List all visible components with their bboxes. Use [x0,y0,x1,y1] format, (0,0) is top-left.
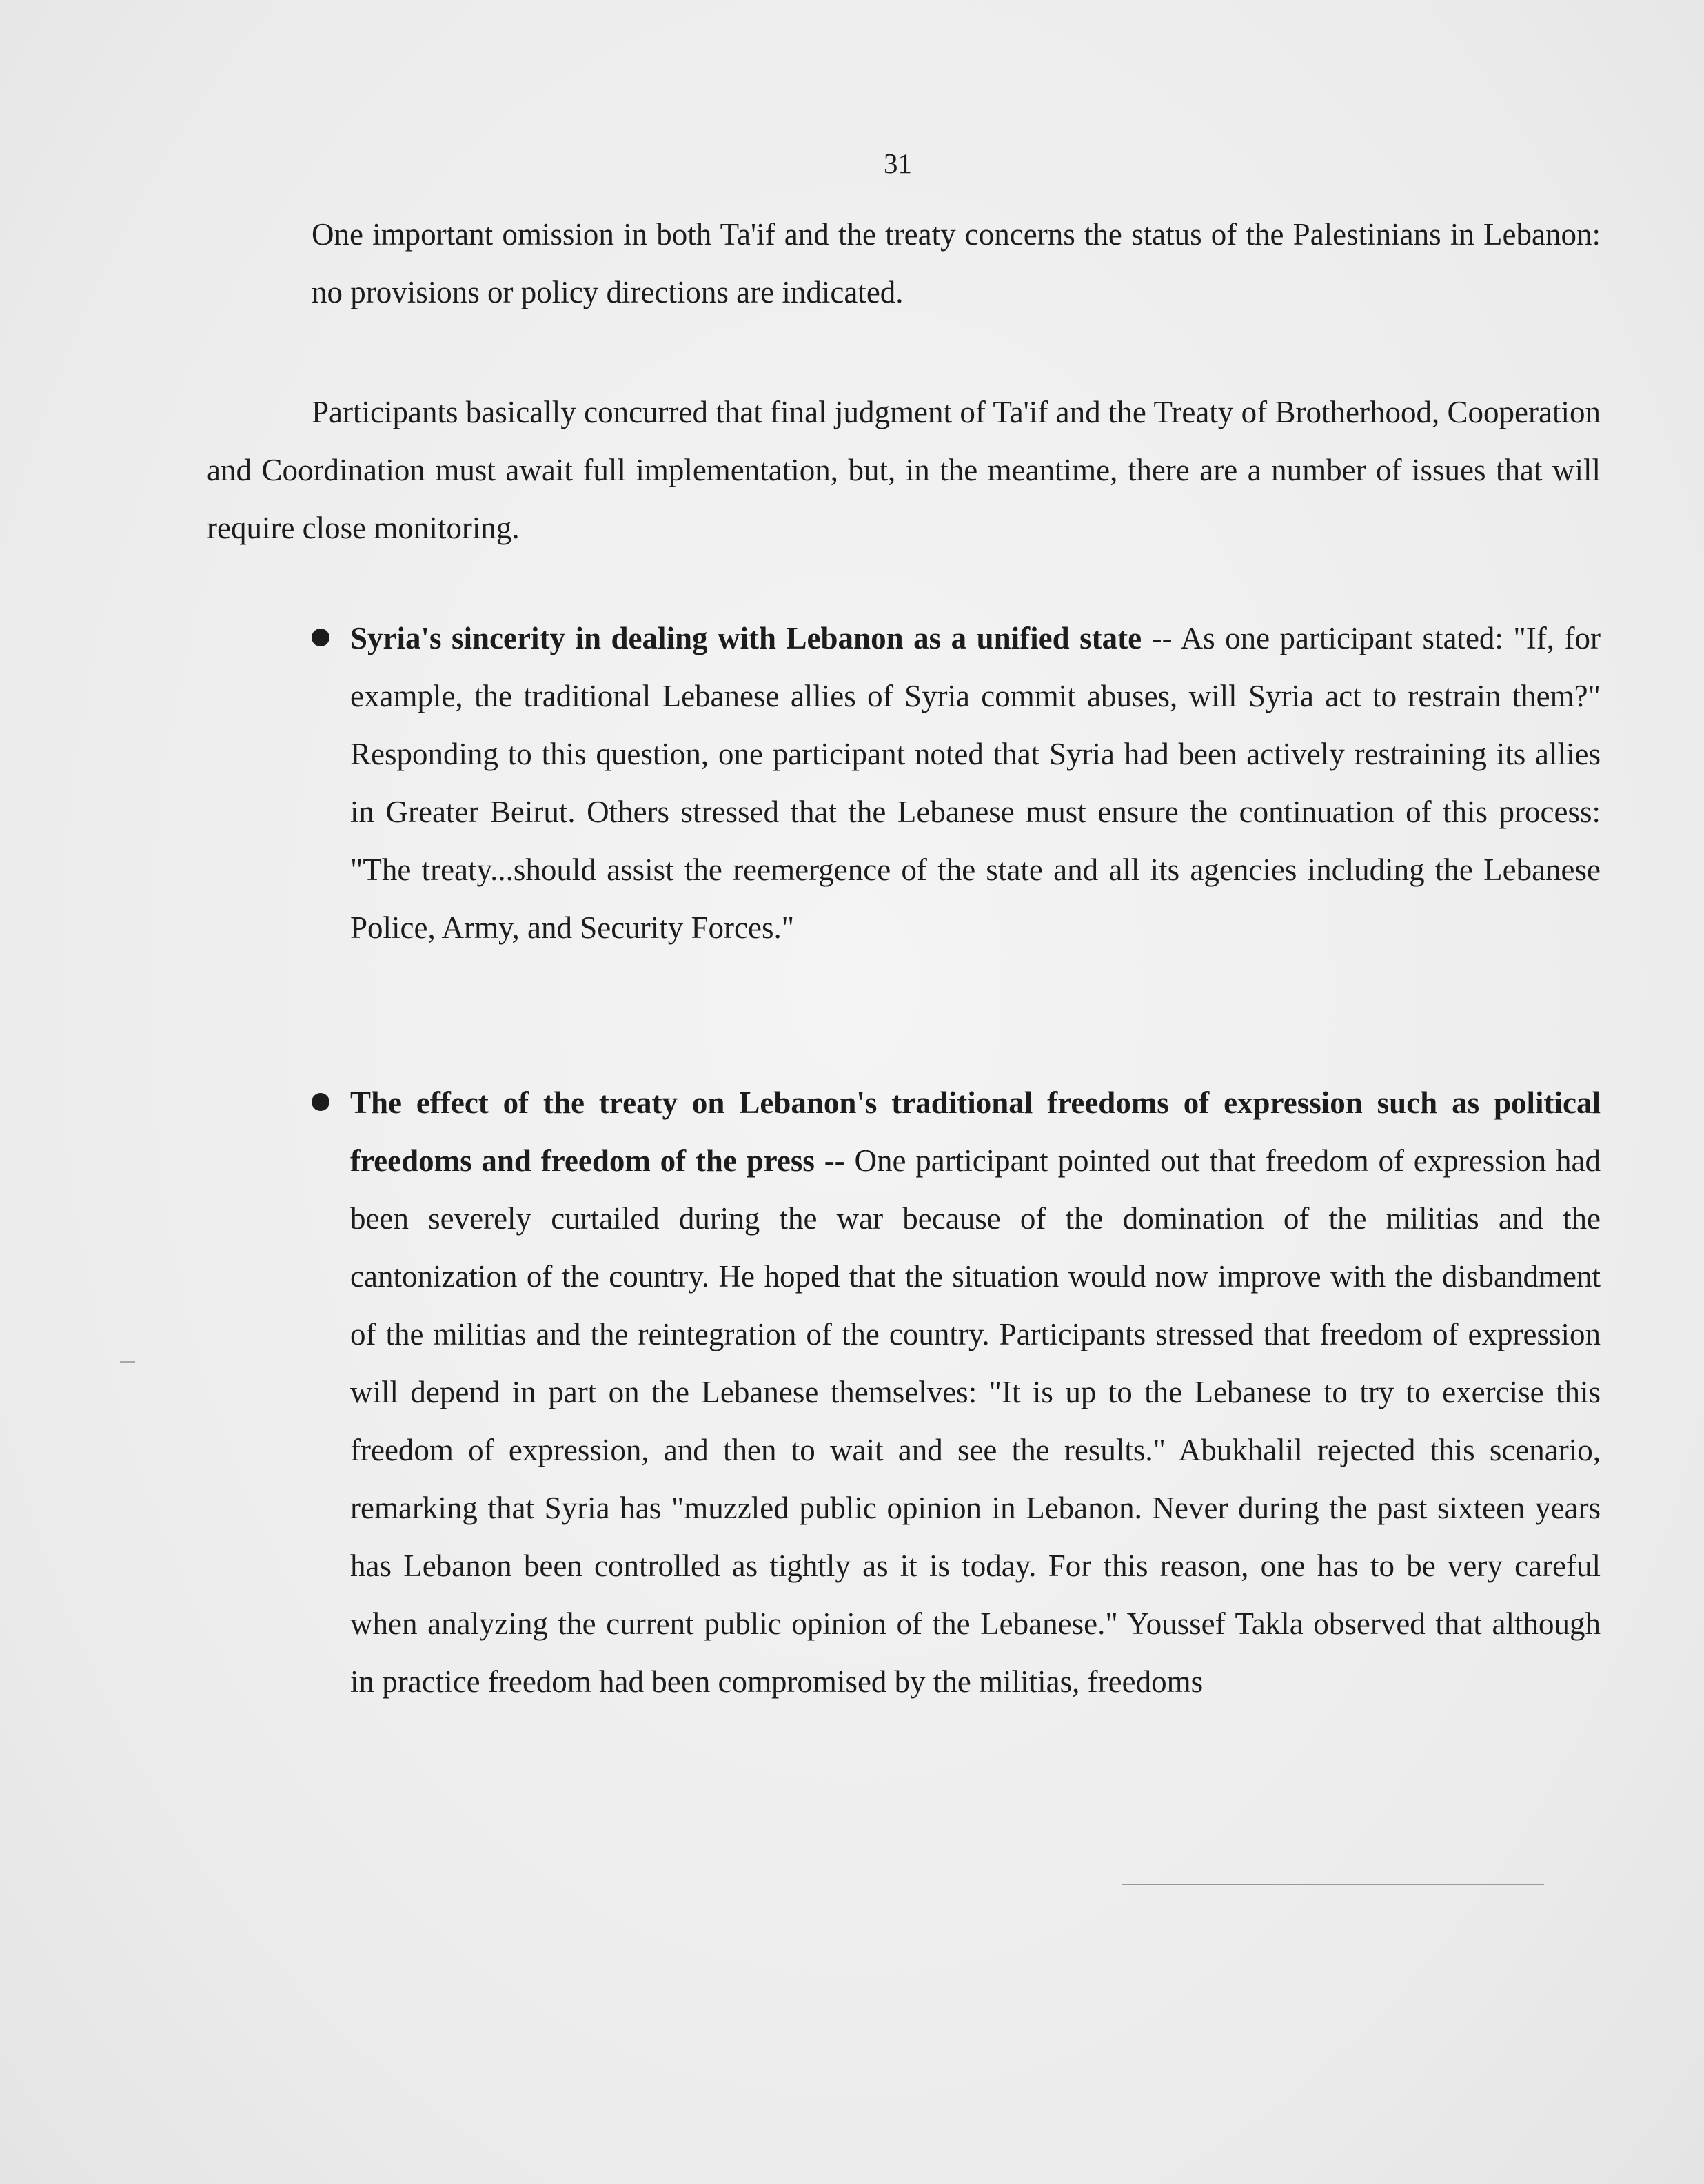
bullet-icon [312,629,329,646]
footnote-separator [1122,1884,1544,1885]
bullet-body-text: As one participant stated: "If, for example, the traditional Lebanese allies of Syria commit abuses, will Syria act to restrain them?" Responding to this question, one participant noted that Syria had been actively restraining its allies in Greater Beirut. Others stressed that the Lebanese must ensure the continuation of this process: "The treaty...should assist the reemergence of the state and all its agencies including the Lebanese Police, Army, and Security Forces." [350,621,1601,945]
bullet-lead-heading: The effect of the treaty on Lebanon's traditional freedoms of expression such as political freedoms and freedom of the press -- [350,1085,1601,1178]
bullet-lead-heading: Syria's sincerity in dealing with Lebanon as a unified state -- [350,621,1173,655]
paragraph-palestinian-omission: One important omission in both Ta'if and the treaty concerns the status of the Palestinians in Lebanon: no provisions or policy directions are indicated. [312,217,1601,309]
bullet-syria-sincerity [350,609,1601,957]
page-number: 31 [884,147,912,179]
paragraph-final-judgment: Participants basically concurred that final judgment of Ta'if and the Treaty of Brotherhood, Cooperation and Coordination must await full implementation, but, in the meantime, there are a number of issues that will require close monitoring. [207,395,1601,545]
bullet-freedom-of-expression [350,1074,1601,1711]
bullet-icon [312,1093,329,1111]
margin-mark [120,1361,135,1363]
bullet-body-text: One participant pointed out that freedom of expression had been severely curtailed during the war because of the domination of the militias and the cantonization of the country. He hoped that the situation would now improve with the disbandment of the militias and the reintegration of the country. Participants stressed that freedom of expression will depend in part on the Lebanese themselves: "It is up to the Lebanese to try to exercise this freedom of expression, and then to wait and see the results." Abukhalil rejected this scenario, remarking that Syria has "muzzled public opinion in Lebanon. Never during the past sixteen years has Lebanon been controlled as tightly as it is today. For this reason, one has to be very careful when analyzing the current public opinion of the Lebanese." Youssef Takla observed that although in practice freedom had been compromised by the militias, freedoms [350,1143,1601,1699]
